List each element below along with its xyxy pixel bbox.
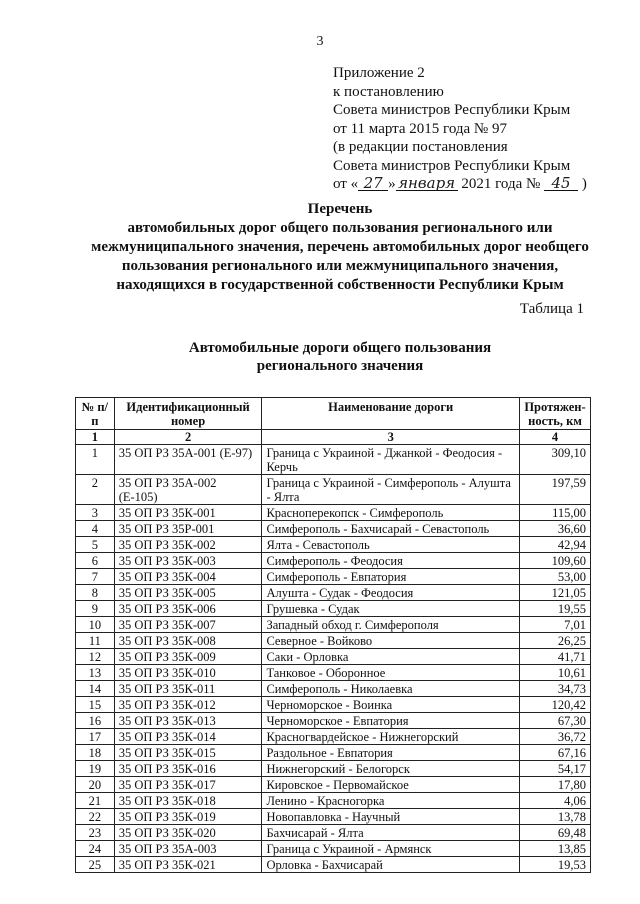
row-length: 13,85 xyxy=(519,841,590,857)
table-row xyxy=(76,777,591,793)
row-road-name: Новопавловка - Научный xyxy=(262,809,520,825)
heading-line: межмуниципального значения, перечень автомобильных дорог необщего xyxy=(91,239,589,255)
row-road-name: Граница с Украиной - Армянск xyxy=(262,841,520,857)
table-row xyxy=(76,681,591,697)
table-header-row xyxy=(76,398,591,430)
row-identifier: 35 ОП РЗ 35К-010 xyxy=(114,665,262,681)
row-road-name: Алушта - Судак - Феодосия xyxy=(262,585,520,601)
appendix-line: к постановлению xyxy=(333,83,444,100)
table-row xyxy=(76,553,591,569)
row-road-name: Симферополь - Феодосия xyxy=(262,553,520,569)
row-length: 19,55 xyxy=(519,601,590,617)
row-road-name: Ялта - Севастополь xyxy=(262,537,520,553)
row-road-name: Северное - Войково xyxy=(262,633,520,649)
row-length: 309,10 xyxy=(519,445,590,475)
row-identifier: 35 ОП РЗ 35К-006 xyxy=(114,601,262,617)
table-row xyxy=(76,633,591,649)
table-row xyxy=(76,825,591,841)
col-number: 3 xyxy=(262,430,520,445)
row-number: 17 xyxy=(76,729,115,745)
table-row xyxy=(76,537,591,553)
row-identifier: 35 ОП РЗ 35К-003 xyxy=(114,553,262,569)
row-number: 14 xyxy=(76,681,115,697)
table-row xyxy=(76,445,591,475)
appendix-line: от 11 марта 2015 года № 97 xyxy=(333,120,507,137)
date-mid: » xyxy=(388,176,396,192)
appendix-line: Совета министров Республики Крым xyxy=(333,102,571,118)
row-length: 7,01 xyxy=(519,617,590,633)
row-number: 24 xyxy=(76,841,115,857)
row-identifier: 35 ОП РЗ 35К-009 xyxy=(114,649,262,665)
date-year: 2021 года № xyxy=(461,176,541,192)
table-row xyxy=(76,713,591,729)
table-row xyxy=(76,521,591,537)
header-name: Наименование дороги xyxy=(262,398,520,430)
heading-line: пользования регионального или межмуниципального значения, xyxy=(121,258,559,274)
row-length: 17,80 xyxy=(519,777,590,793)
table-row xyxy=(76,745,591,761)
table-row xyxy=(76,761,591,777)
row-length: 69,48 xyxy=(519,825,590,841)
subheading-line: регионального значения xyxy=(256,358,424,374)
heading-line: находящихся в государственной собственности Республики Крым xyxy=(116,277,564,293)
row-number: 7 xyxy=(76,569,115,585)
row-number: 12 xyxy=(76,649,115,665)
row-length: 197,59 xyxy=(519,475,590,505)
row-length: 13,78 xyxy=(519,809,590,825)
table-row xyxy=(76,809,591,825)
row-identifier: 35 ОП РЗ 35К-021 xyxy=(114,857,262,873)
row-number: 6 xyxy=(76,553,115,569)
row-identifier: 35 ОП РЗ 35К-005 xyxy=(114,585,262,601)
row-length: 10,61 xyxy=(519,665,590,681)
table-row xyxy=(76,475,591,505)
row-road-name: Саки - Орловка xyxy=(262,649,520,665)
table-row xyxy=(76,857,591,873)
row-road-name: Симферополь - Евпатория xyxy=(262,569,520,585)
row-number: 9 xyxy=(76,601,115,617)
row-identifier: 35 ОП РЗ 35А-001 (Е-97) xyxy=(114,445,262,475)
appendix-block xyxy=(333,64,587,194)
row-identifier: 35 ОП РЗ 35К-019 xyxy=(114,809,262,825)
header-length: Протяжен-ность, км xyxy=(519,398,590,430)
row-length: 4,06 xyxy=(519,793,590,809)
col-number: 1 xyxy=(76,430,115,445)
row-number: 18 xyxy=(76,745,115,761)
table-row xyxy=(76,841,591,857)
appendix-line: Совета министров Республики Крым xyxy=(333,157,571,174)
row-road-name: Ленино - Красногорка xyxy=(262,793,520,809)
appendix-line: Приложение 2 xyxy=(333,65,425,81)
row-road-name: Танковое - Оборонное xyxy=(262,665,520,681)
document-heading xyxy=(40,200,640,295)
row-number: 2 xyxy=(76,475,115,505)
table-row xyxy=(76,729,591,745)
row-identifier: 35 ОП РЗ 35К-004 xyxy=(114,569,262,585)
row-number: 8 xyxy=(76,585,115,601)
row-length: 53,00 xyxy=(519,569,590,585)
row-length: 121,05 xyxy=(519,585,590,601)
row-number: 16 xyxy=(76,713,115,729)
row-road-name: Черноморское - Воинка xyxy=(262,697,520,713)
row-identifier: 35 ОП РЗ 35К-017 xyxy=(114,777,262,793)
row-road-name: Раздольное - Евпатория xyxy=(262,745,520,761)
row-length: 36,72 xyxy=(519,729,590,745)
row-length: 36,60 xyxy=(519,521,590,537)
handwritten-month: января xyxy=(396,176,458,191)
col-number: 4 xyxy=(519,430,590,445)
page-number: 3 xyxy=(316,34,324,49)
row-road-name: Грушевка - Судак xyxy=(262,601,520,617)
column-number-row xyxy=(76,430,591,445)
row-road-name: Симферополь - Николаевка xyxy=(262,681,520,697)
row-identifier: 35 ОП РЗ 35К-012 xyxy=(114,697,262,713)
handwritten-day: 27 xyxy=(358,176,388,191)
row-number: 22 xyxy=(76,809,115,825)
row-road-name: Красноперекопск - Симферополь xyxy=(262,505,520,521)
row-identifier: 35 ОП РЗ 35К-014 xyxy=(114,729,262,745)
table-subheading xyxy=(40,339,640,375)
row-identifier: 35 ОП РЗ 35Р-001 xyxy=(114,521,262,537)
row-road-name: Западный обход г. Симферополя xyxy=(262,617,520,633)
table-row xyxy=(76,793,591,809)
row-identifier: 35 ОП РЗ 35К-018 xyxy=(114,793,262,809)
row-road-name: Нижнегорский - Белогорск xyxy=(262,761,520,777)
row-road-name: Орловка - Бахчисарай xyxy=(262,857,520,873)
header-num: № п/п xyxy=(76,398,115,430)
row-number: 5 xyxy=(76,537,115,553)
row-road-name: Граница с Украиной - Джанкой - Феодосия - Керчь xyxy=(262,445,520,475)
date-prefix: от « xyxy=(333,176,359,192)
table-row xyxy=(76,569,591,585)
roads-table xyxy=(75,397,591,873)
header-id: Идентификационный номер xyxy=(114,398,262,430)
row-length: 26,25 xyxy=(519,633,590,649)
row-identifier: 35 ОП РЗ 35К-020 xyxy=(114,825,262,841)
row-identifier: 35 ОП РЗ 35А-003 xyxy=(114,841,262,857)
table-row xyxy=(76,601,591,617)
row-identifier: 35 ОП РЗ 35К-002 xyxy=(114,537,262,553)
row-length: 42,94 xyxy=(519,537,590,553)
table-row xyxy=(76,617,591,633)
row-road-name: Черноморское - Евпатория xyxy=(262,713,520,729)
row-identifier: 35 ОП РЗ 35К-015 xyxy=(114,745,262,761)
row-identifier: 35 ОП РЗ 35К-008 xyxy=(114,633,262,649)
table-row xyxy=(76,649,591,665)
heading-line: автомобильных дорог общего пользования регионального или xyxy=(127,220,553,236)
row-length: 41,71 xyxy=(519,649,590,665)
appendix-line: (в редакции постановления xyxy=(333,139,508,155)
row-identifier: 35 ОП РЗ 35К-013 xyxy=(114,713,262,729)
row-number: 10 xyxy=(76,617,115,633)
row-length: 54,17 xyxy=(519,761,590,777)
row-length: 115,00 xyxy=(519,505,590,521)
table-label: Таблица 1 xyxy=(519,301,584,317)
appendix-date-line xyxy=(333,175,587,194)
table-row xyxy=(76,697,591,713)
heading-title: Перечень xyxy=(307,201,373,217)
row-number: 4 xyxy=(76,521,115,537)
row-identifier: 35 ОП РЗ 35К-001 xyxy=(114,505,262,521)
row-number: 11 xyxy=(76,633,115,649)
row-identifier: 35 ОП РЗ 35К-007 xyxy=(114,617,262,633)
row-road-name: Красногвардейское - Нижнегорский xyxy=(262,729,520,745)
date-close: ) xyxy=(581,176,587,192)
table-row xyxy=(76,665,591,681)
handwritten-number: 45 xyxy=(544,176,578,191)
row-number: 1 xyxy=(76,445,115,475)
col-number: 2 xyxy=(114,430,262,445)
row-length: 34,73 xyxy=(519,681,590,697)
table-row xyxy=(76,505,591,521)
row-number: 15 xyxy=(76,697,115,713)
row-length: 67,30 xyxy=(519,713,590,729)
row-number: 3 xyxy=(76,505,115,521)
row-number: 21 xyxy=(76,793,115,809)
table-row xyxy=(76,585,591,601)
row-length: 19,53 xyxy=(519,857,590,873)
row-number: 19 xyxy=(76,761,115,777)
row-identifier: 35 ОП РЗ 35А-002 (Е-105) xyxy=(114,475,262,505)
row-identifier: 35 ОП РЗ 35К-016 xyxy=(114,761,262,777)
row-number: 23 xyxy=(76,825,115,841)
row-number: 20 xyxy=(76,777,115,793)
row-length: 109,60 xyxy=(519,553,590,569)
row-number: 25 xyxy=(76,857,115,873)
row-length: 120,42 xyxy=(519,697,590,713)
row-identifier: 35 ОП РЗ 35К-011 xyxy=(114,681,262,697)
row-road-name: Граница с Украиной - Симферополь - Алушта - Ялта xyxy=(262,475,520,505)
row-road-name: Бахчисарай - Ялта xyxy=(262,825,520,841)
subheading-line: Автомобильные дороги общего пользования xyxy=(188,340,492,356)
row-road-name: Кировское - Первомайское xyxy=(262,777,520,793)
row-length: 67,16 xyxy=(519,745,590,761)
row-number: 13 xyxy=(76,665,115,681)
row-road-name: Симферополь - Бахчисарай - Севастополь xyxy=(262,521,520,537)
